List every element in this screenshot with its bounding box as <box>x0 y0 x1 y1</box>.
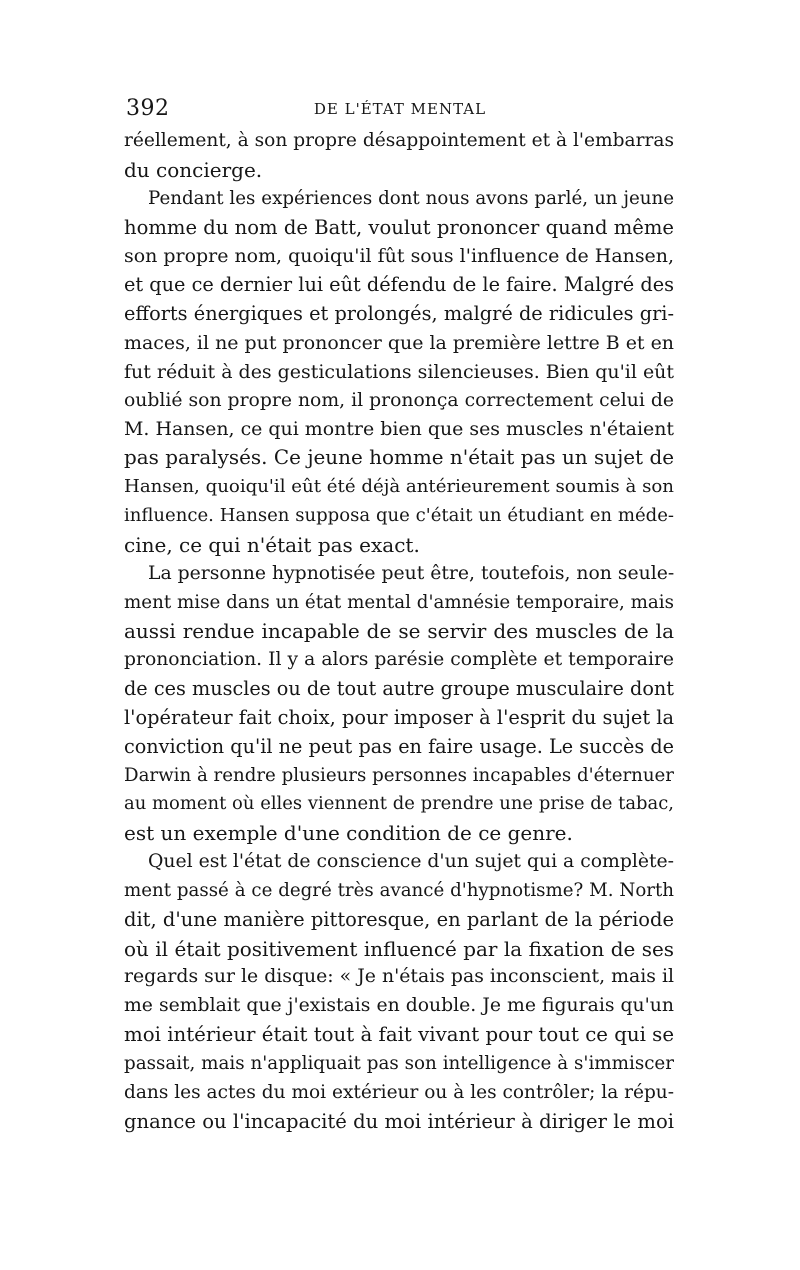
text-line: Darwin à rendre plusieurs personnes incapables d'éternuer <box>124 764 674 786</box>
text-line: ment passé à ce degré très avancé d'hypnotisme? M. North <box>124 879 674 901</box>
page-number: 392 <box>126 96 170 121</box>
text-line: me semblait que j'existais en double. Je me figurais qu'un <box>124 995 674 1017</box>
text-line: fut réduit à des gesticulations silencieuses. Bien qu'il eût <box>124 360 674 383</box>
text-line: dit, d'une manière pittoresque, en parlant de la période <box>124 907 674 931</box>
body-text <box>124 127 674 1137</box>
text-line: M. Hansen, ce qui montre bien que ses muscles n'étaient <box>124 418 674 441</box>
text-line: regards sur le disque: « Je n'étais pas inconscient, mais il <box>124 966 674 988</box>
text-line: et que ce dernier lui eût défendu de le faire. Malgré des <box>124 273 674 297</box>
text-line: pas paralysés. Ce jeune homme n'était pas un sujet de <box>124 446 674 470</box>
text-line: Quel est l'état de conscience d'un sujet qui a complète- <box>148 851 674 873</box>
page-header <box>126 96 674 124</box>
text-line: oublié son propre nom, il prononça correctement celui de <box>124 389 674 411</box>
text-line: influence. Hansen supposa que c'était un étudiant en méde- <box>124 504 674 526</box>
text-line: dans les actes du moi extérieur ou à les contrôler; la répu- <box>124 1081 674 1103</box>
text-line: du concierge. <box>124 157 263 182</box>
text-line: où il était positivement influencé par la fixation de ses <box>124 936 674 961</box>
text-line: passait, mais n'appliquait pas son intelligence à s'immiscer <box>124 1053 674 1074</box>
text-line: gnance ou l'incapacité du moi intérieur à diriger le moi <box>124 1109 674 1133</box>
text-line: homme du nom de Batt, voulut prononcer quand même <box>124 215 674 239</box>
text-line: l'opérateur fait choix, pour imposer à l'esprit du sujet la <box>124 705 674 729</box>
text-line: cine, ce qui n'était pas exact. <box>124 532 420 557</box>
text-line: son propre nom, quoiqu'il fût sous l'influence de Hansen, <box>124 245 674 268</box>
text-line: Pendant les expériences dont nous avons parlé, un jeune <box>148 187 674 209</box>
text-line: maces, il ne put prononcer que la première lettre B et en <box>124 331 674 354</box>
running-head: DE L'ÉTAT MENTAL <box>313 100 487 118</box>
text-line: au moment où elles viennent de prendre une prise de tabac, <box>124 793 674 815</box>
text-line: ment mise dans un état mental d'amnésie temporaire, mais <box>124 591 674 613</box>
text-line: Hansen, quoiqu'il eût été déjà antérieurement soumis à son <box>124 476 674 498</box>
text-line: conviction qu'il ne peut pas en faire usage. Le succès de <box>124 734 674 758</box>
text-line: réellement, à son propre désappointement et à l'embarras <box>124 130 674 151</box>
text-line: de ces muscles ou de tout autre groupe musculaire dont <box>124 677 674 701</box>
text-line: est un exemple d'une condition de ce genre. <box>124 821 573 846</box>
text-line: prononciation. Il y a alors parésie complète et temporaire <box>124 649 674 671</box>
text-line: moi intérieur était tout à fait vivant pour tout ce qui se <box>124 1023 675 1047</box>
text-line: efforts énergiques et prolongés, malgré de ridicules gri- <box>124 302 674 326</box>
text-line: La personne hypnotisée peut être, toutefois, non seule- <box>148 562 675 584</box>
text-line: aussi rendue incapable de se servir des muscles de la <box>124 619 674 644</box>
